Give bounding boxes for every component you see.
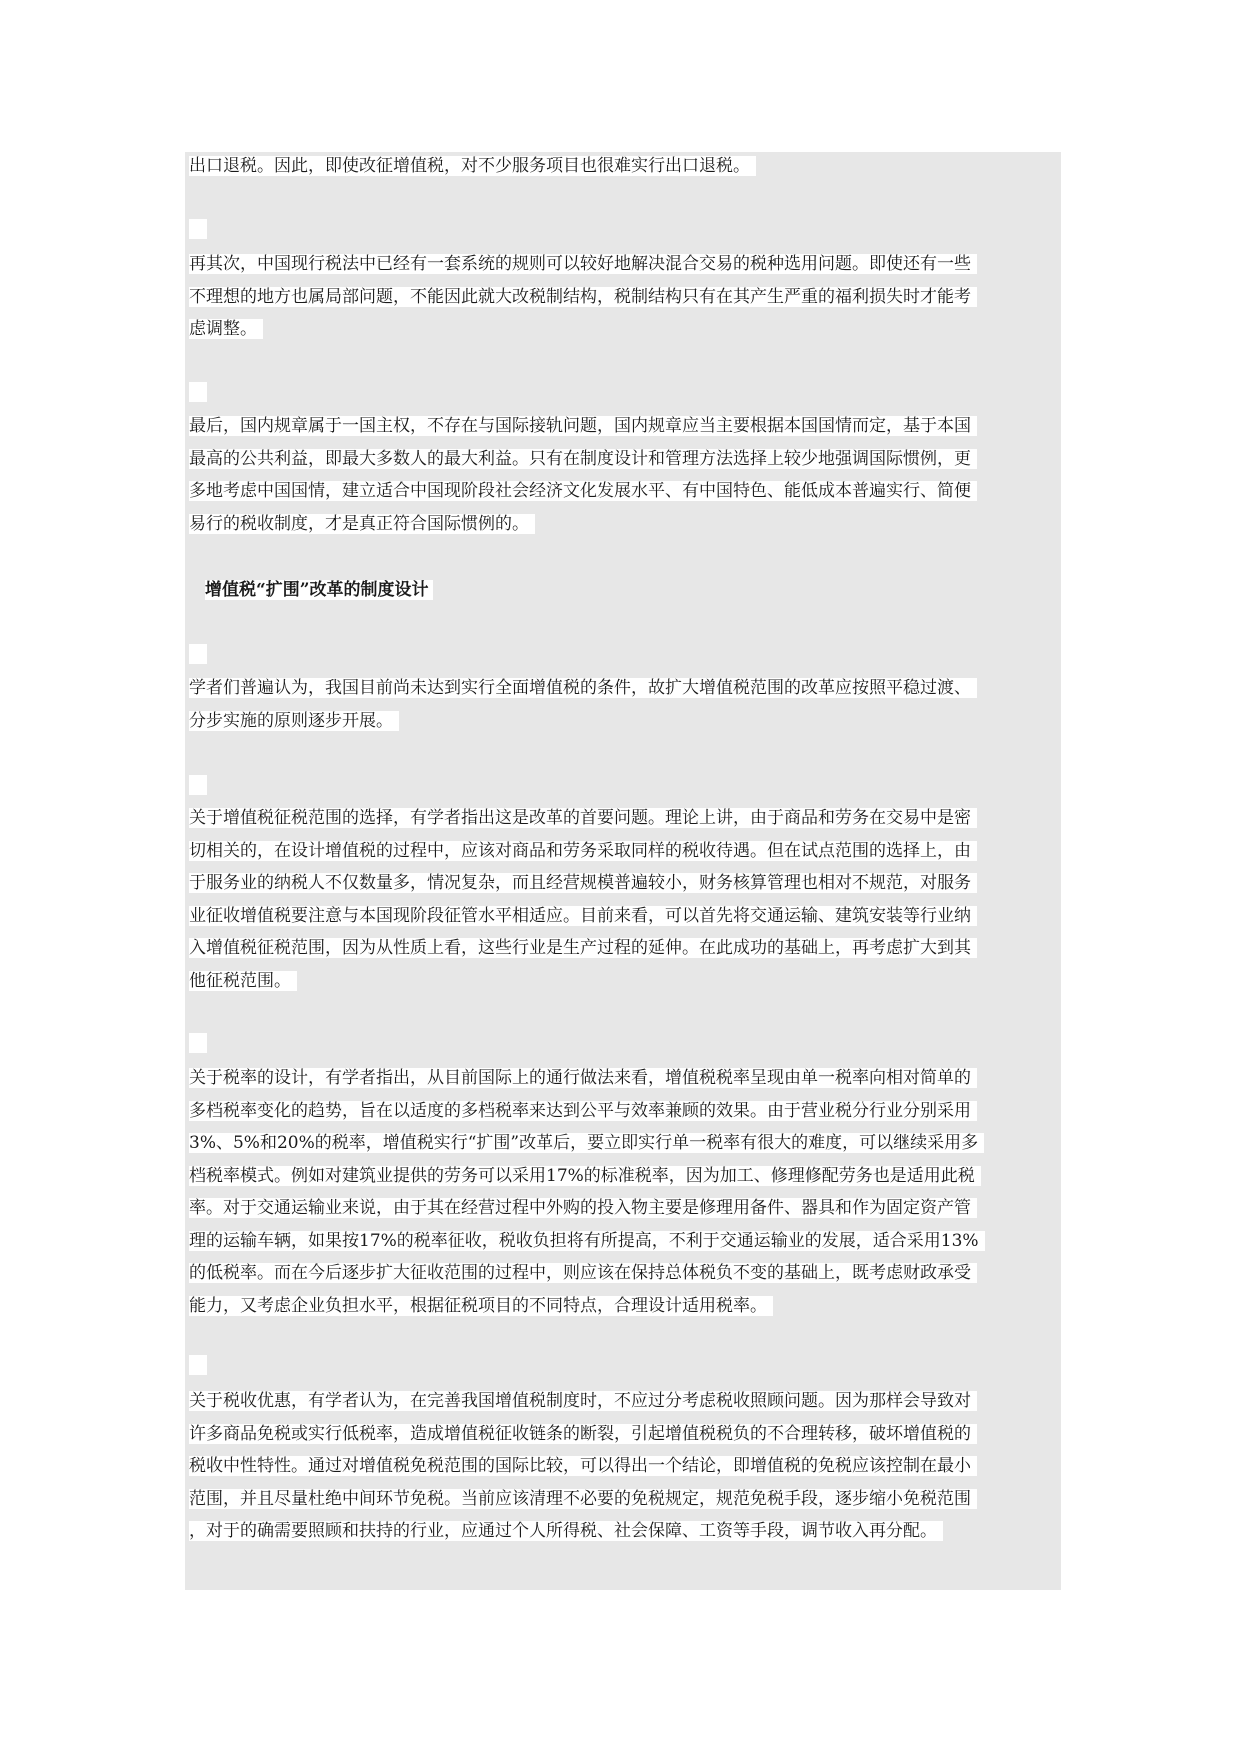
text-line: 3%、5%和20%的税率，增值税实行“扩围”改革后，要立即实行单一税率有很大的难度，可以继续采用多 — [189, 1127, 1057, 1160]
text-line: 档税率模式。例如对建筑业提供的劳务可以采用17%的标准税率，因为加工、修理修配劳务也是适用此税 — [189, 1160, 1057, 1193]
text-line: 多地考虑中国国情，建立适合中国现阶段社会经济文化发展水平、有中国特色、能低成本普遍实行、简便 — [189, 475, 1057, 508]
paragraph — [189, 410, 1057, 540]
text-line: 理的运输车辆，如果按17%的税率征收，税收负担将有所提高，不利于交通运输业的发展，适合采用13% — [189, 1225, 1057, 1258]
text-line: 许多商品免税或实行低税率，造成增值税征收链条的断裂，引起增值税税负的不合理转移，破坏增值税的 — [189, 1418, 1057, 1451]
paragraph — [189, 150, 1057, 183]
text-line: 多档税率变化的趋势，旨在以适度的多档税率来达到公平与效率兼顾的效果。由于营业税分行业分别采用 — [189, 1095, 1057, 1128]
paragraph — [189, 1385, 1057, 1548]
text-line: ，对于的确需要照顾和扶持的行业，应通过个人所得税、社会保障、工资等手段，调节收入再分配。 — [189, 1515, 1057, 1548]
paragraph-marker — [189, 1033, 207, 1053]
text-line: 税收中性特性。通过对增值税免税范围的国际比较，可以得出一个结论，即增值税的免税应该控制在最小 — [189, 1450, 1057, 1483]
text-line: 出口退税。因此，即使改征增值税，对不少服务项目也很难实行出口退税。 — [189, 150, 1057, 183]
text-line: 分步实施的原则逐步开展。 — [189, 705, 1057, 738]
text-line: 关于增值税征税范围的选择，有学者指出这是改革的首要问题。理论上讲，由于商品和劳务在交易中是密 — [189, 802, 1057, 835]
text-line: 切相关的，在设计增值税的过程中，应该对商品和劳务采取同样的税收待遇。但在试点范围的选择上，由 — [189, 835, 1057, 868]
text-line: 于服务业的纳税人不仅数量多，情况复杂，而且经营规模普遍较小，财务核算管理也相对不规范，对服务 — [189, 867, 1057, 900]
paragraph-marker — [189, 1355, 207, 1375]
text-line: 学者们普遍认为，我国目前尚未达到实行全面增值税的条件，故扩大增值税范围的改革应按照平稳过渡、 — [189, 672, 1057, 705]
paragraph-marker — [189, 219, 207, 239]
paragraph — [189, 672, 1057, 737]
text-line: 他征税范围。 — [189, 965, 1057, 998]
text-line: 再其次，中国现行税法中已经有一套系统的规则可以较好地解决混合交易的税种选用问题。即使还有一些 — [189, 248, 1057, 281]
paragraph-marker — [189, 382, 207, 402]
text-line: 关于税收优惠，有学者认为，在完善我国增值税制度时，不应过分考虑税收照顾问题。因为那样会导致对 — [189, 1385, 1057, 1418]
text-line: 入增值税征税范围，因为从性质上看，这些行业是生产过程的延伸。在此成功的基础上，再考虑扩大到其 — [189, 932, 1057, 965]
section-heading: 增值税“扩围”改革的制度设计 — [205, 574, 433, 606]
text-line: 最高的公共利益，即最大多数人的最大利益。只有在制度设计和管理方法选择上较少地强调国际惯例，更 — [189, 443, 1057, 476]
text-line: 能力，又考虑企业负担水平，根据征税项目的不同特点，合理设计适用税率。 — [189, 1290, 1057, 1323]
text-line: 易行的税收制度，才是真正符合国际惯例的。 — [189, 508, 1057, 541]
text-line: 业征收增值税要注意与本国现阶段征管水平相适应。目前来看，可以首先将交通运输、建筑安装等行业纳 — [189, 900, 1057, 933]
text-line: 的低税率。而在今后逐步扩大征收范围的过程中，则应该在保持总体税负不变的基础上，既考虑财政承受 — [189, 1257, 1057, 1290]
text-line: 范围，并且尽量杜绝中间环节免税。当前应该清理不必要的免税规定，规范免税手段，逐步缩小免税范围 — [189, 1483, 1057, 1516]
paragraph-marker — [189, 775, 207, 795]
paragraph — [189, 1062, 1057, 1322]
text-line: 关于税率的设计，有学者指出，从目前国际上的通行做法来看，增值税税率呈现由单一税率向相对简单的 — [189, 1062, 1057, 1095]
text-line: 最后，国内规章属于一国主权，不存在与国际接轨问题，国内规章应当主要根据本国国情而定，基于本国 — [189, 410, 1057, 443]
paragraph — [189, 248, 1057, 346]
text-line: 率。对于交通运输业来说，由于其在经营过程中外购的投入物主要是修理用备件、器具和作为固定资产管 — [189, 1192, 1057, 1225]
paragraph — [189, 802, 1057, 997]
paragraph-marker — [189, 644, 207, 664]
text-line: 虑调整。 — [189, 313, 1057, 346]
text-line: 不理想的地方也属局部问题，不能因此就大改税制结构，税制结构只有在其产生严重的福利损失时才能考 — [189, 281, 1057, 314]
